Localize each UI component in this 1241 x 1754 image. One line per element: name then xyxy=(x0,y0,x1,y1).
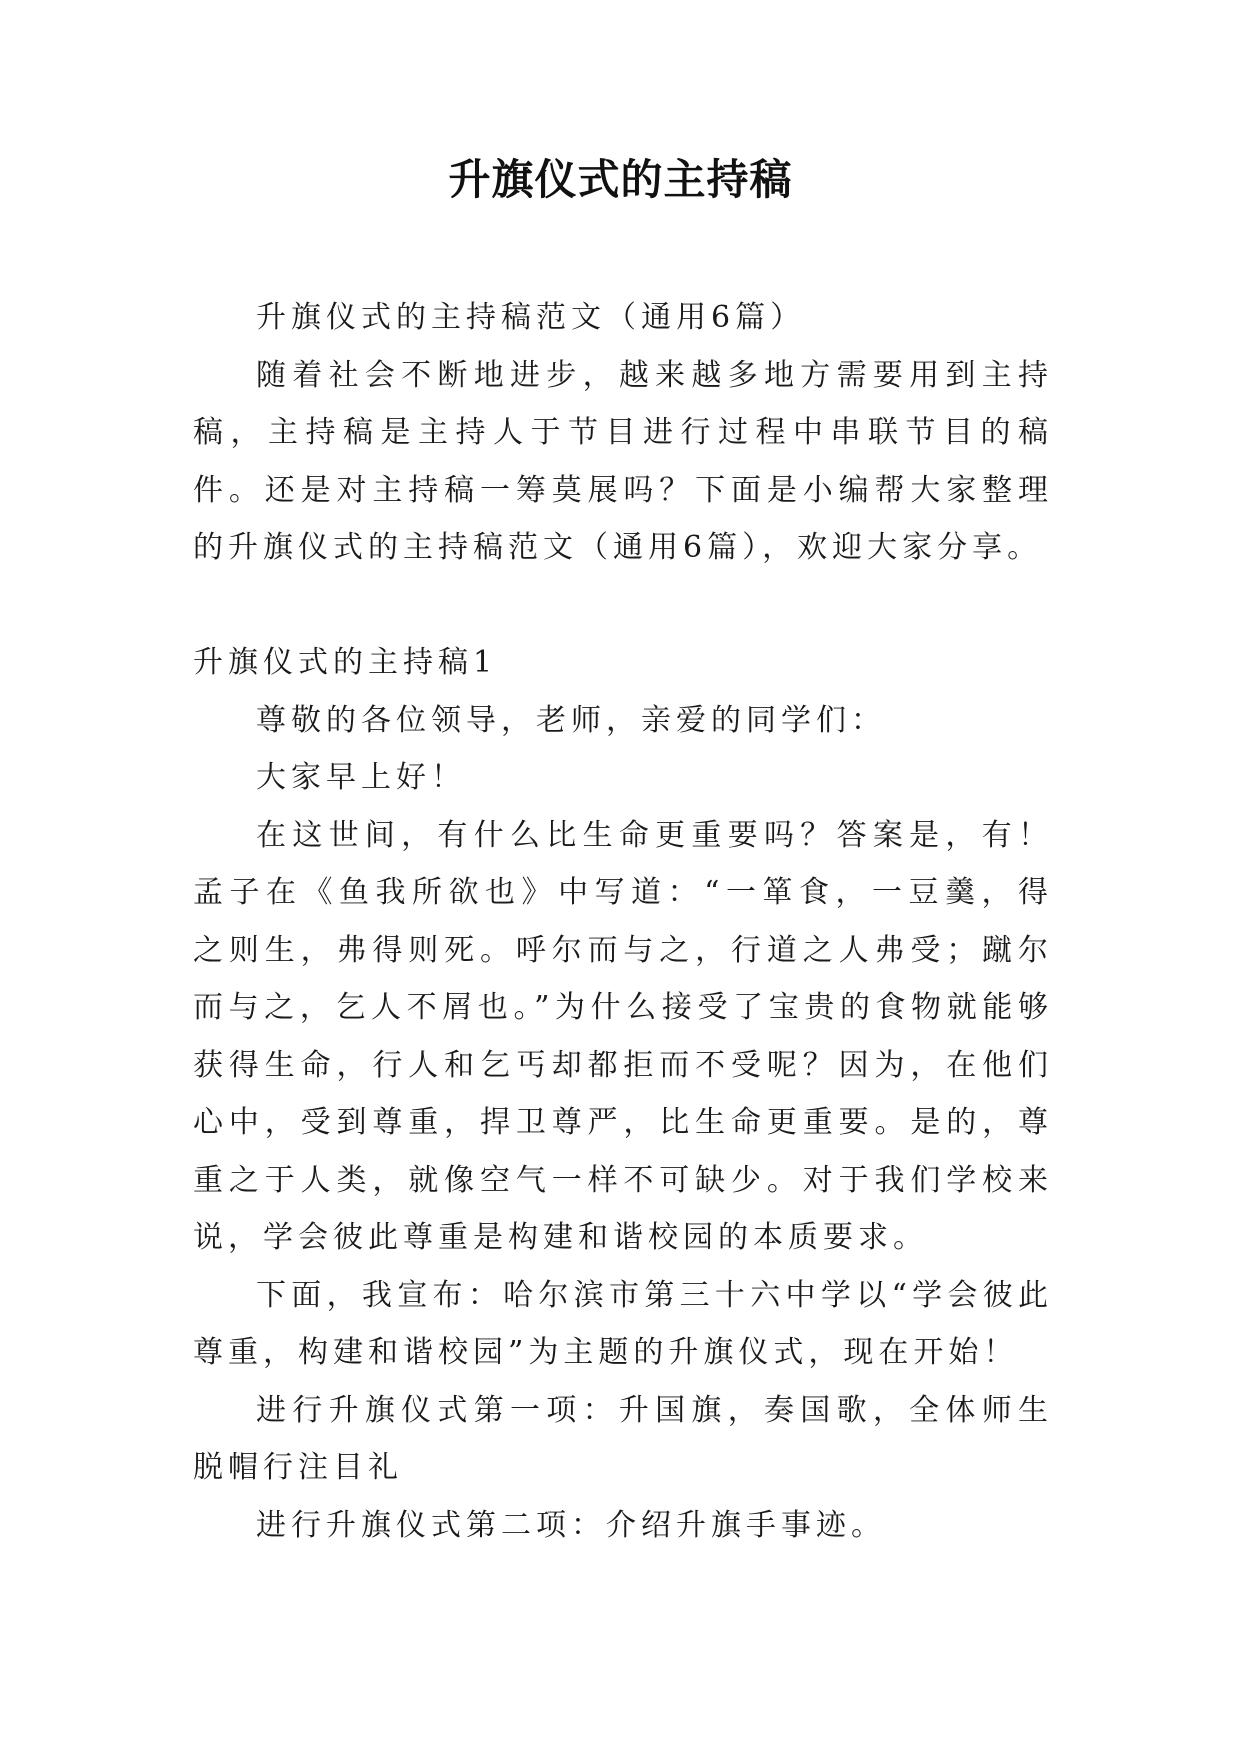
document-title: 升旗仪式的主持稿 xyxy=(448,155,793,204)
paragraph: 随着社会不断地进步，越来越多地方需要用到主持稿，主持稿是主持人于节目进行过程中串联节目的稿件。还是对主持稿一筹莫展吗？下面是小编帮大家整理的升旗仪式的主持稿范文（通用6篇），欢迎大家分享。 xyxy=(193,357,1053,565)
paragraph: 进行升旗仪式第二项：介绍升旗手事迹。 xyxy=(256,1507,886,1543)
paragraph: 进行升旗仪式第一项：升国旗，奏国歌，全体师生脱帽行注目礼 xyxy=(193,1392,1053,1485)
paragraph: 尊敬的各位领导，老师，亲爱的同学们： xyxy=(256,702,886,738)
paragraph-spacer xyxy=(193,577,1053,635)
paragraph: 在这世间，有什么比生命更重要吗？答案是，有！孟子在《鱼我所欲也》中写道：“一箪食，一豆羹，得之则生，弗得则死。呼尔而与之，行道之人弗受；蹴尔而与之，乞人不屑也。”为什么接受了宝贵的食物就能够获得生命，行人和乞丐却都拒而不受呢？因为，在他们心中，受到尊重，捍卫尊严，比生命更重要。是的，尊重之于人类，就像空气一样不可缺少。对于我们学校来说，学会彼此尊重是构建和谐校园的本质要求。 xyxy=(193,817,1053,1255)
paragraph: 升旗仪式的主持稿范文（通用6篇） xyxy=(256,300,806,335)
section-heading: 升旗仪式的主持稿1 xyxy=(193,645,498,680)
paragraph: 下面，我宣布：哈尔滨市第三十六中学以“学会彼此尊重，构建和谐校园”为主题的升旗仪式，现在开始！ xyxy=(193,1277,1053,1370)
document-body xyxy=(193,289,1053,1554)
paragraph: 大家早上好！ xyxy=(256,760,466,795)
